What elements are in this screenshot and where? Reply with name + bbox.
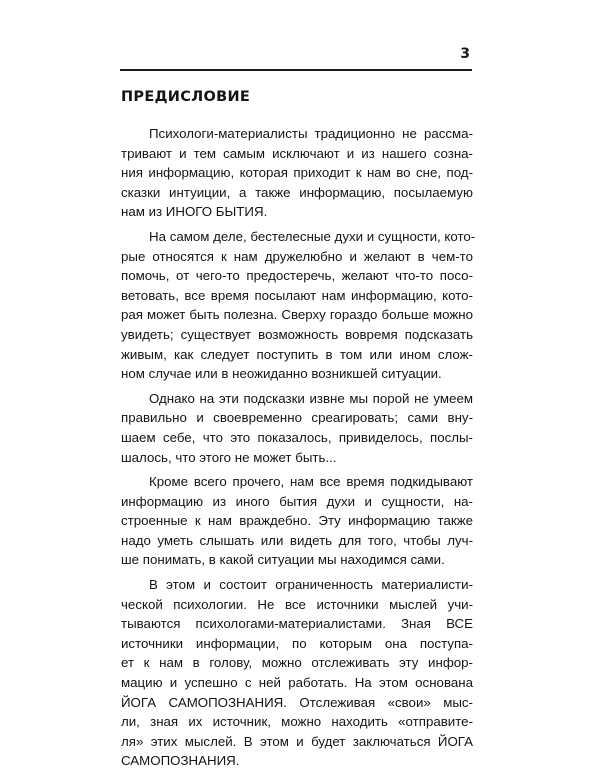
text-line: живым, как следует поступить в том или ином слож- xyxy=(121,346,473,362)
text-line: На самом деле, бестелесные духи и сущности, кото- xyxy=(149,228,476,244)
text-line: САМОПОЗНАНИЯ. xyxy=(121,753,240,769)
paragraph xyxy=(121,472,473,570)
text-line: рая может быть полезна. Сверху гораздо больше можно xyxy=(121,307,473,323)
text-line: ческой психологии. Не все источники мыслей учи- xyxy=(121,596,473,612)
text-line: Кроме всего прочего, нам все время подкидывают xyxy=(149,474,473,490)
header-rule xyxy=(120,69,472,71)
text-line: ния информацию, которая приходит к нам во сне, под- xyxy=(121,165,473,181)
text-line: надо уметь слышать или видеть для того, чтобы луч- xyxy=(121,532,473,548)
text-line: шалось, что этого не может быть... xyxy=(121,449,337,465)
text-line: мацию и успешно с ней работать. На этом основана xyxy=(121,675,473,691)
page-title: ПРЕДИСЛОВИЕ xyxy=(121,89,251,105)
page-number: 3 xyxy=(460,46,470,62)
text-line: правильно и своевременно среагировать; сами вну- xyxy=(121,410,473,426)
paragraph xyxy=(121,575,473,771)
text-line: помочь, от чего-то предостеречь, желают что-то посо- xyxy=(121,268,473,284)
body-text xyxy=(121,124,476,776)
text-line: источники информации, по которым она поступа- xyxy=(121,635,473,651)
text-line: Психологи-материалисты традиционно не рассма- xyxy=(149,126,473,141)
text-line: ет к нам в голову, можно отслеживать эту инфор- xyxy=(121,655,473,671)
text-line: ном случае или в неожиданно возникшей ситуации. xyxy=(121,366,442,382)
paragraph xyxy=(121,389,473,467)
text-line: тривают и тем самым исключают и из нашего созна- xyxy=(121,145,473,161)
text-line: тываются психологами-материалистами. Зная ВСЕ xyxy=(121,616,473,632)
text-line: ше понимать, в какой ситуации мы находимся сами. xyxy=(121,552,445,568)
text-line: сказки интуиции, а также информацию, посылаемую xyxy=(121,184,473,200)
paragraph xyxy=(121,227,476,384)
text-line: ля» этих мыслей. В этом и будет заключаться ЙОГА xyxy=(121,733,473,749)
text-line: информацию из иного бытия духи и сущности, на- xyxy=(121,493,473,509)
text-line: ЙОГА САМОПОЗНАНИЯ. Отслеживая «свои» мыс- xyxy=(121,694,473,710)
text-line: строенные к нам враждебно. Эту информацию также xyxy=(121,513,473,529)
paragraph xyxy=(121,124,473,222)
text-line: Однако на эти подсказки извне мы порой не умеем xyxy=(149,390,473,406)
text-line: нам из ИНОГО БЫТИЯ. xyxy=(121,204,268,220)
text-line: ветовать, все время посылают нам информацию, кото- xyxy=(121,287,473,303)
text-line: шаем себе, что это показалось, привиделось, послы- xyxy=(121,429,473,445)
text-line: рые относятся к нам дружелюбно и желают в чем-то xyxy=(121,248,473,264)
text-line: увидеть; существует возможность вовремя подсказать xyxy=(121,326,473,342)
text-line: ли, зная их источник, можно находить «отправите- xyxy=(121,714,473,730)
text-line: В этом и состоит ограниченность материалисти- xyxy=(149,577,473,593)
